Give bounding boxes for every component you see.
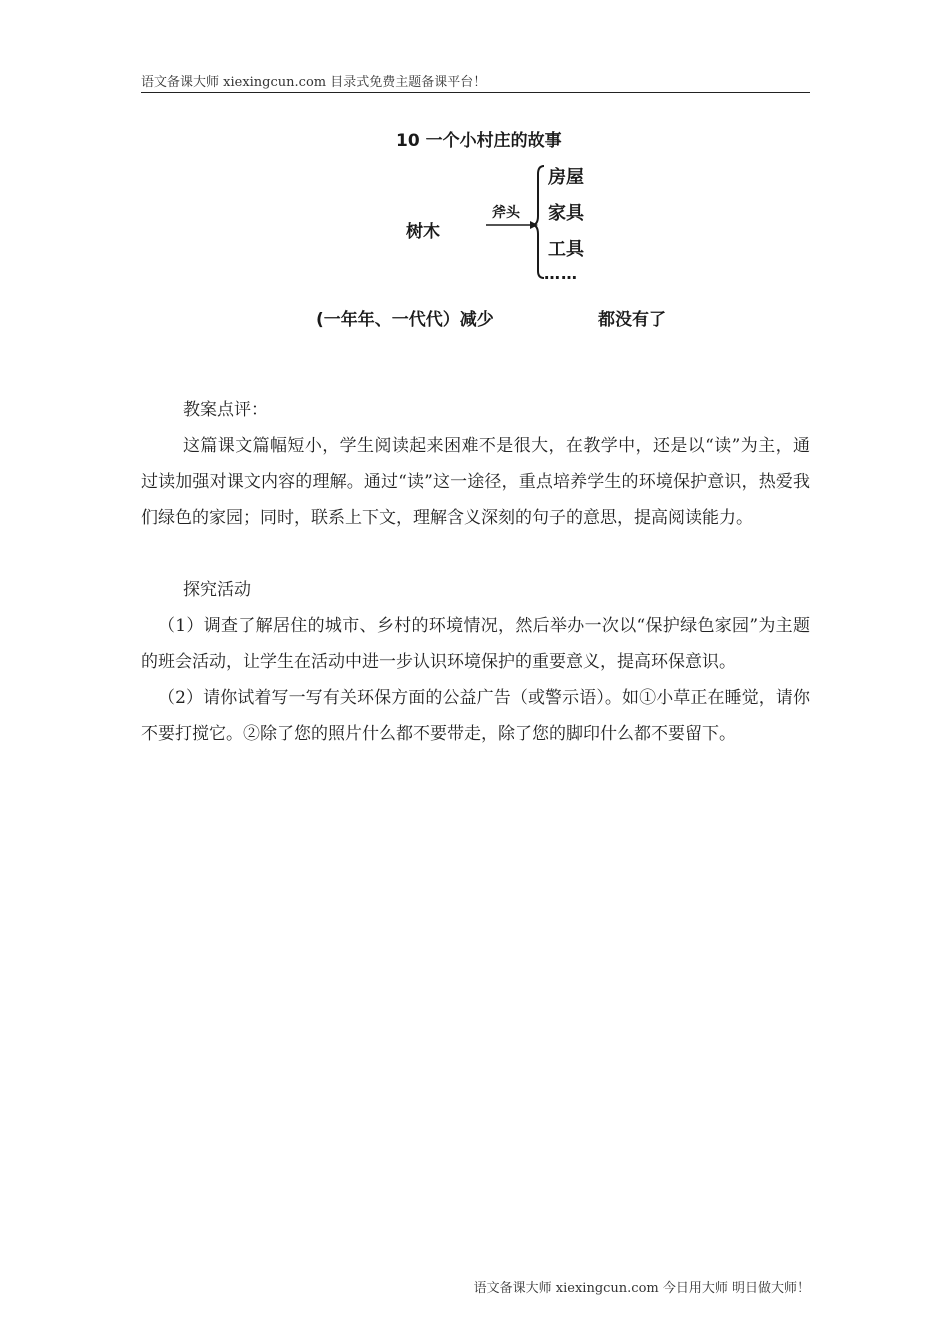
review-heading: 教案点评： bbox=[183, 400, 268, 420]
diagram-tree-label: 树木 bbox=[406, 222, 440, 242]
activity-heading: 探究活动 bbox=[183, 580, 251, 600]
blackboard-diagram bbox=[300, 118, 700, 338]
document-body bbox=[141, 392, 810, 752]
diagram-item-ellipsis: …… bbox=[544, 264, 578, 283]
diagram-title: 10 一个小村庄的故事 bbox=[396, 131, 562, 151]
activity-item-2: （2）请你试着写一写有关环保方面的公益广告（或警示语）。如①小草正在睡觉，请你不要打搅它。②除了您的照片什么都不要带走，除了您的脚印什么都不要留下。 bbox=[141, 688, 810, 744]
page-header: 语文备课大师 xiexingcun.com 目录式免费主题备课平台！ bbox=[141, 71, 810, 93]
diagram-axe-label: 斧头 bbox=[492, 205, 520, 221]
diagram-item-house: 房屋 bbox=[548, 167, 584, 188]
diagram-bottom-right: 都没有了 bbox=[598, 310, 666, 330]
diagram-brace bbox=[532, 166, 544, 278]
diagram-item-tools: 工具 bbox=[548, 239, 584, 260]
review-paragraph: 这篇课文篇幅短小，学生阅读起来困难不是很大，在教学中，还是以“读”为主，通过读加强对课文内容的理解。通过“读”这一途径，重点培养学生的环境保护意识，热爱我们绿色的家园；同时，联系上下文，理解含义深刻的句子的意思，提高阅读能力。 bbox=[141, 436, 810, 528]
paragraph-gap bbox=[141, 536, 810, 572]
diagram-bottom-left: (一年年、一代代）减少 bbox=[316, 310, 494, 330]
diagram-item-furniture: 家具 bbox=[548, 203, 584, 224]
page-footer: 语文备课大师 xiexingcun.com 今日用大师 明日做大师！ bbox=[473, 1281, 810, 1296]
activity-item-1: （1）调查了解居住的城市、乡村的环境情况，然后举办一次以“保护绿色家园”为主题的班会活动，让学生在活动中进一步认识环境保护的重要意义，提高环保意识。 bbox=[141, 616, 810, 672]
